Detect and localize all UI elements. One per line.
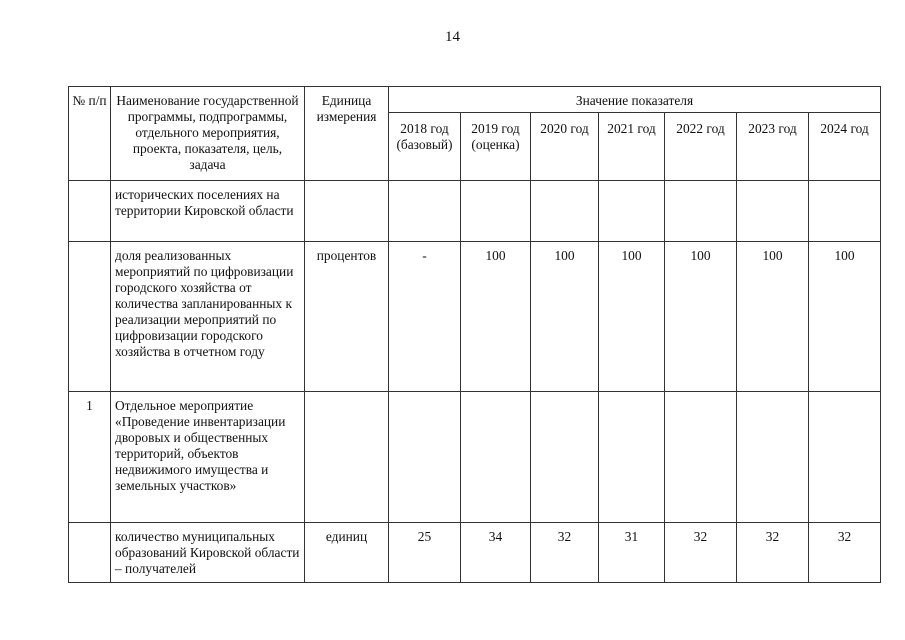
row-unit bbox=[305, 181, 389, 242]
row-name: количество муниципальных образований Кировской области – получателей bbox=[111, 523, 305, 583]
row-value: 100 bbox=[665, 242, 737, 392]
row-value bbox=[665, 181, 737, 242]
row-value: 31 bbox=[599, 523, 665, 583]
page-number: 14 bbox=[445, 29, 460, 45]
header-year: 2018 год (базовый) bbox=[389, 113, 461, 181]
row-value bbox=[737, 392, 809, 523]
header-year: 2023 год bbox=[737, 113, 809, 181]
header-year: 2022 год bbox=[665, 113, 737, 181]
row-value: 100 bbox=[461, 242, 531, 392]
row-unit: процентов bbox=[305, 242, 389, 392]
header-num: № п/п bbox=[69, 87, 111, 181]
table-header-row bbox=[69, 87, 881, 113]
row-num bbox=[69, 242, 111, 392]
row-value: 100 bbox=[599, 242, 665, 392]
row-value: 100 bbox=[809, 242, 881, 392]
header-unit: Единица измерения bbox=[305, 87, 389, 181]
table-row bbox=[69, 181, 881, 242]
row-value bbox=[461, 181, 531, 242]
row-value: - bbox=[389, 242, 461, 392]
row-value: 32 bbox=[665, 523, 737, 583]
row-value: 100 bbox=[531, 242, 599, 392]
row-value bbox=[809, 392, 881, 523]
table-row bbox=[69, 392, 881, 523]
row-value: 32 bbox=[531, 523, 599, 583]
header-year: 2021 год bbox=[599, 113, 665, 181]
row-value bbox=[461, 392, 531, 523]
row-value bbox=[599, 392, 665, 523]
row-value: 100 bbox=[737, 242, 809, 392]
row-value bbox=[599, 181, 665, 242]
row-value bbox=[389, 392, 461, 523]
row-value: 32 bbox=[809, 523, 881, 583]
table-row bbox=[69, 523, 881, 583]
row-value bbox=[809, 181, 881, 242]
row-value bbox=[665, 392, 737, 523]
row-name: доля реализованных мероприятий по цифровизации городского хозяйства от количества запланированных к реализации мероприятий по цифровизации городского хозяйства в отчетном году bbox=[111, 242, 305, 392]
row-value: 25 bbox=[389, 523, 461, 583]
row-name: Отдельное мероприятие «Проведение инвентаризации дворовых и общественных территорий, объектов недвижимого имущества и земельных участков» bbox=[111, 392, 305, 523]
header-indicator-value: Значение показателя bbox=[389, 87, 881, 113]
header-year: 2020 год bbox=[531, 113, 599, 181]
table-row bbox=[69, 242, 881, 392]
row-value bbox=[531, 392, 599, 523]
header-name: Наименование государственной программы, подпрограммы, отдельного мероприятия, проекта, показателя, цель, задача bbox=[111, 87, 305, 181]
row-num bbox=[69, 181, 111, 242]
row-unit bbox=[305, 392, 389, 523]
header-year: 2024 год bbox=[809, 113, 881, 181]
indicator-table bbox=[68, 86, 881, 583]
row-name: исторических поселениях на территории Кировской области bbox=[111, 181, 305, 242]
row-value: 34 bbox=[461, 523, 531, 583]
row-value bbox=[531, 181, 599, 242]
header-year: 2019 год (оценка) bbox=[461, 113, 531, 181]
row-value bbox=[737, 181, 809, 242]
row-num: 1 bbox=[69, 392, 111, 523]
row-value: 32 bbox=[737, 523, 809, 583]
row-value bbox=[389, 181, 461, 242]
row-unit: единиц bbox=[305, 523, 389, 583]
row-num bbox=[69, 523, 111, 583]
